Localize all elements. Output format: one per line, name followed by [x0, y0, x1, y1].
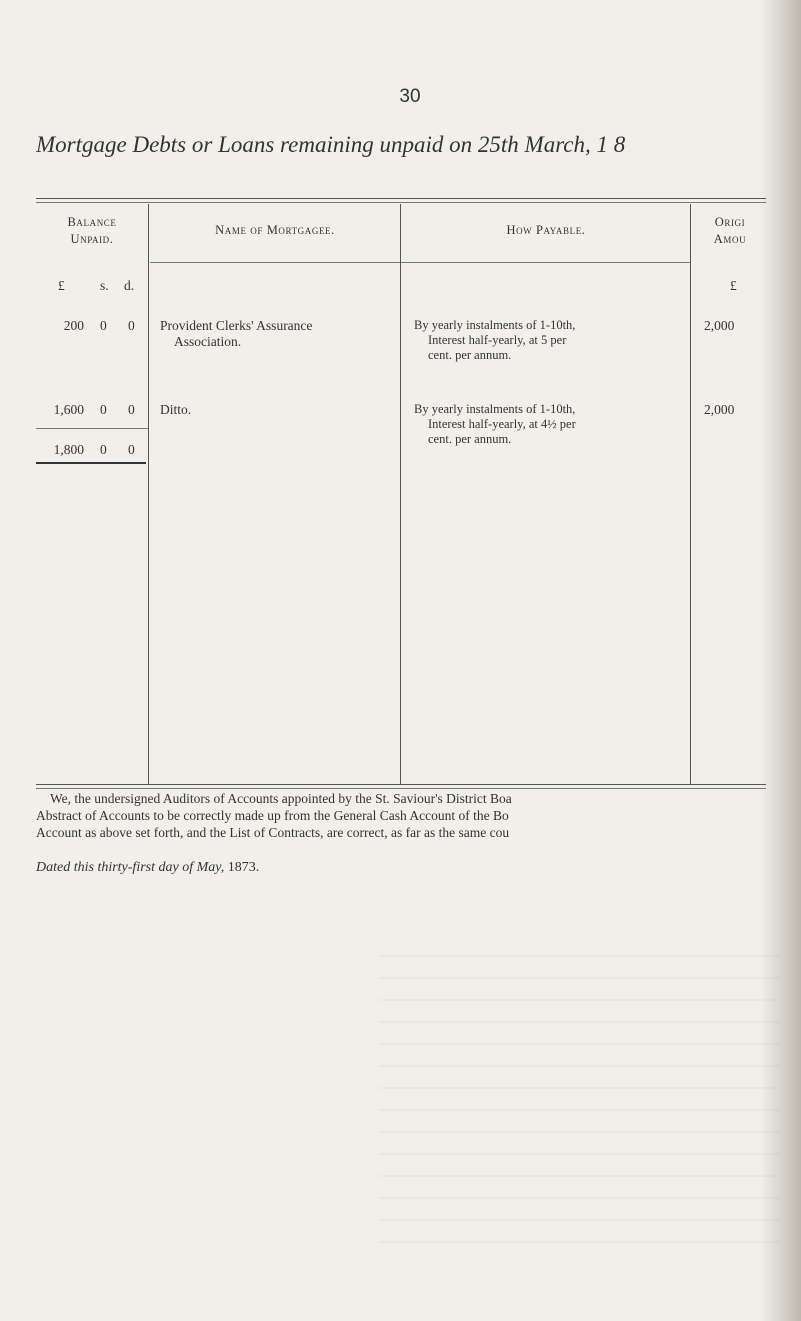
currency-pounds: £ — [58, 278, 65, 293]
table-bottom-rule — [36, 784, 766, 785]
total-shillings: 0 — [100, 442, 107, 457]
column-divider-2 — [400, 204, 401, 784]
row-pence: 0 — [128, 318, 135, 333]
row-pounds: 1,600 — [53, 402, 84, 417]
auditors-statement: We, the undersigned Auditors of Accounts appointed by the St. Saviour's District Boa Abstract of Accounts to be correctly made up from the General Cash Account of the Bo Account as above set forth, and the List of Contracts, are correct, as far as the same cou — [36, 791, 512, 840]
column-divider-3 — [690, 204, 691, 784]
currency-shillings: s. — [100, 278, 109, 293]
row-mortgagee: Ditto. — [160, 402, 192, 417]
currency-orig-pounds: £ — [730, 278, 737, 293]
dated-line: Dated this thirty-first day of May, 1873. — [36, 860, 260, 875]
header-name-of-mortgagee: Name of Mortgagee. — [215, 223, 335, 237]
header-balance-unpaid: Balance Unpaid. — [67, 215, 117, 246]
row-payable: By yearly instalments of 1-10th, Interest half-yearly, at 5 per cent. per annum. — [414, 318, 576, 362]
column-divider-1 — [148, 204, 149, 784]
total-pounds: 1,800 — [53, 442, 84, 457]
table-top-rule — [36, 198, 766, 199]
row-original-amount: 2,000 — [704, 402, 735, 417]
row-pence: 0 — [128, 402, 135, 417]
table-bottom-rule-2 — [36, 788, 766, 789]
table-top-rule-2 — [36, 202, 766, 203]
row-payable: By yearly instalments of 1-10th, Interest half-yearly, at 4½ per cent. per annum. — [414, 402, 576, 446]
row-shillings: 0 — [100, 402, 107, 417]
page-title: Mortgage Debts or Loans remaining unpaid on 25th March, 1 8 — [36, 132, 626, 157]
total-pence: 0 — [128, 442, 135, 457]
header-original-amount: Origi Amou — [713, 215, 747, 246]
total-underline — [36, 462, 146, 464]
bleed-through-marks — [380, 955, 780, 1255]
header-how-payable: How Payable. — [506, 223, 586, 237]
total-top-rule — [36, 428, 148, 429]
row-mortgagee: Provident Clerks' Assurance Association. — [160, 318, 313, 349]
header-separator — [150, 262, 690, 263]
row-pounds: 200 — [63, 318, 84, 333]
row-original-amount: 2,000 — [704, 318, 735, 333]
page-number: 30 — [399, 86, 421, 107]
row-shillings: 0 — [100, 318, 107, 333]
currency-pence: d. — [124, 278, 135, 293]
